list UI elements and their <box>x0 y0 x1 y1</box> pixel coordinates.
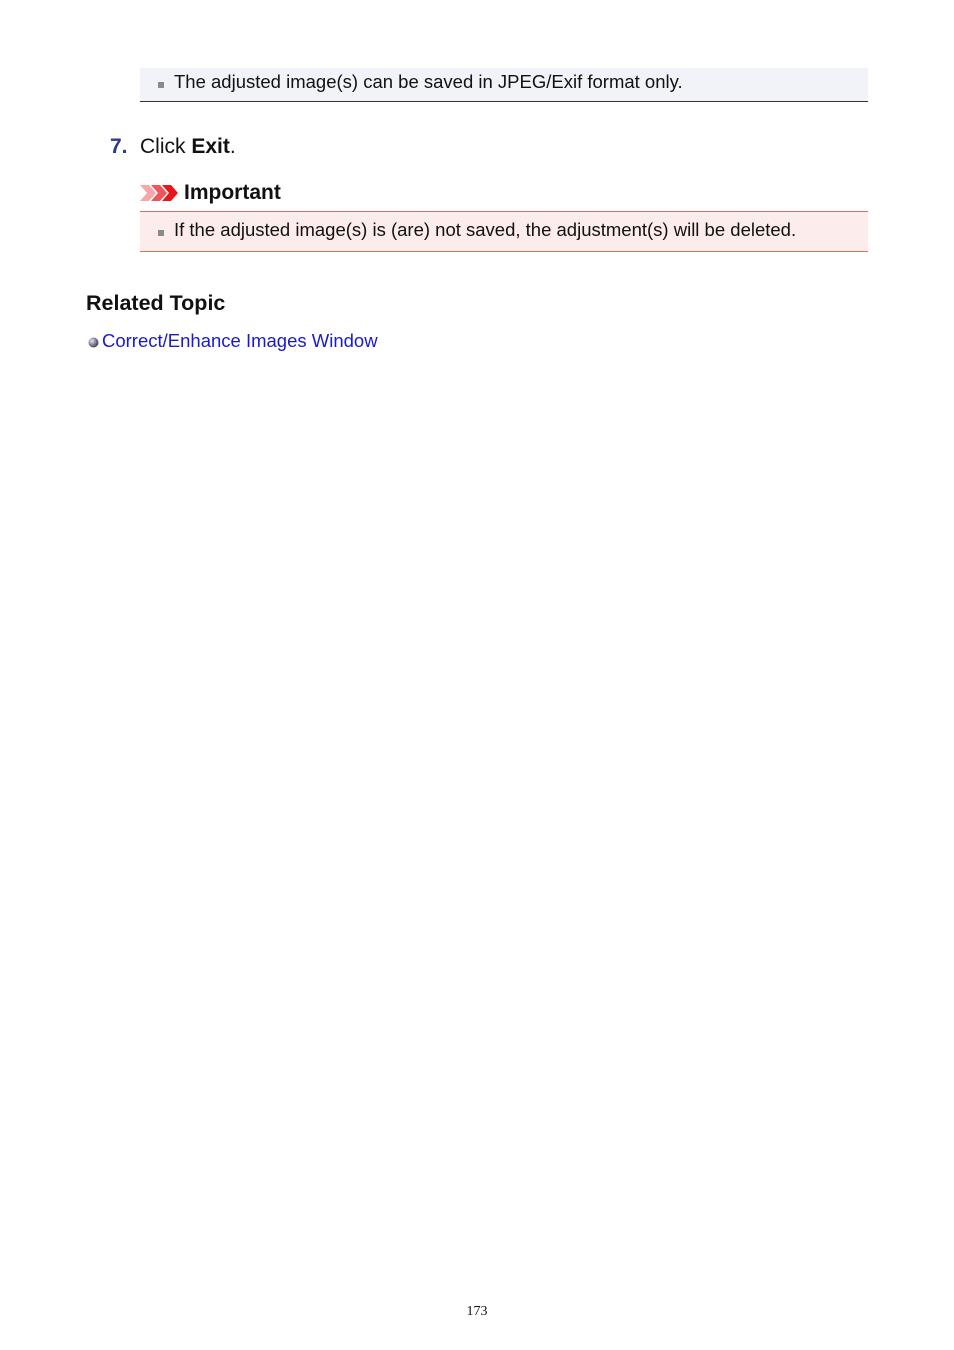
square-bullet-icon <box>158 82 164 88</box>
page-number: 173 <box>466 1304 488 1319</box>
step-prefix: Click <box>140 135 192 158</box>
step-suffix: . <box>229 135 236 158</box>
globe-bullet-icon <box>88 335 99 353</box>
related-topic-heading: Related Topic <box>86 291 226 315</box>
square-bullet-icon <box>158 230 164 236</box>
correct-enhance-images-window-link[interactable]: Correct/Enhance Images Window <box>102 330 378 351</box>
note-text: The adjusted image(s) can be saved in JPEG/Exif format only. <box>174 71 683 92</box>
important-text: If the adjusted image(s) is (are) not saved, the adjustment(s) will be deleted. <box>174 219 797 240</box>
triple-chevron-icon <box>140 184 180 207</box>
step-7 <box>110 134 236 160</box>
note-box <box>140 68 868 102</box>
step-exit-label: Exit <box>191 135 230 158</box>
step-number: 7. <box>110 135 128 158</box>
important-title: Important <box>184 181 281 204</box>
important-box <box>140 211 868 252</box>
